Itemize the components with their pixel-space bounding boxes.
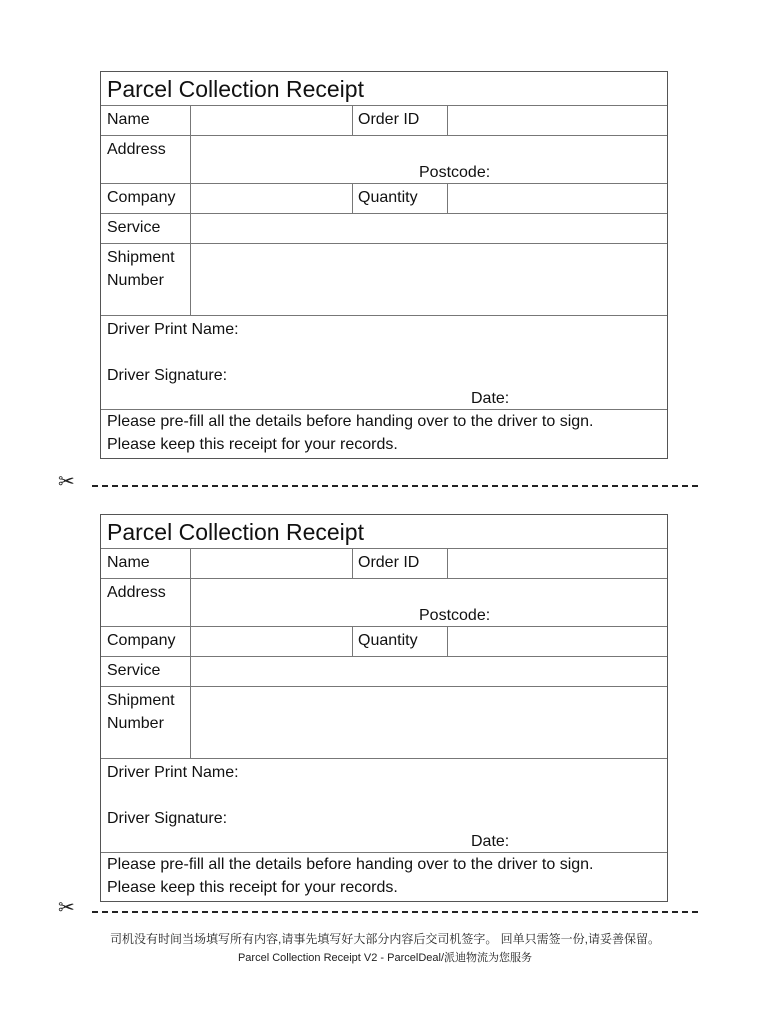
driver-row [101, 759, 667, 853]
name-order-row [101, 106, 667, 136]
notice-prefill: Please pre-fill all the details before handing over to the driver to sign. [107, 413, 594, 430]
notice-prefill: Please pre-fill all the details before handing over to the driver to sign. [107, 856, 594, 873]
quantity-label: Quantity [358, 632, 418, 649]
service-label: Service [107, 662, 161, 679]
company-quantity-row [101, 627, 667, 657]
receipt-form-copy [100, 514, 668, 902]
shipment-row [101, 687, 667, 759]
footer-version: Parcel Collection Receipt V2 - ParcelDeal/派迪物流为您服务 [237, 952, 533, 964]
date-label: Date: [471, 390, 510, 407]
address-label: Address [107, 584, 166, 601]
name-label: Name [107, 554, 150, 571]
shipment-label: Shipment [107, 692, 175, 709]
address-label: Address [107, 141, 166, 158]
driver-print-name-label: Driver Print Name: [107, 764, 239, 781]
address-row [101, 136, 667, 184]
notice-row [101, 853, 667, 901]
driver-signature-label: Driver Signature: [107, 810, 228, 827]
postcode-label: Postcode: [419, 164, 491, 181]
service-row [101, 214, 667, 244]
name-label: Name [107, 111, 150, 128]
shipment-label: Shipment [107, 249, 175, 266]
order-id-label: Order ID [358, 554, 420, 571]
receipt-form [100, 71, 668, 459]
receipt-title: Parcel Collection Receipt [101, 515, 667, 549]
scissors-icon: ✂ [58, 471, 75, 493]
cut-line [58, 897, 698, 922]
order-id-label: Order ID [358, 111, 420, 128]
receipt-title: Parcel Collection Receipt [101, 72, 667, 106]
company-label: Company [107, 632, 176, 649]
postcode-label: Postcode: [419, 607, 491, 624]
service-row [101, 657, 667, 687]
driver-print-name-label: Driver Print Name: [107, 321, 239, 338]
driver-signature-label: Driver Signature: [107, 367, 228, 384]
quantity-label: Quantity [358, 189, 418, 206]
notice-keep: Please keep this receipt for your records. [107, 436, 398, 453]
name-order-row [101, 549, 667, 579]
shipment-number-label: Number [107, 715, 164, 732]
company-quantity-row [101, 184, 667, 214]
footer-instruction: 司机没有时间当场填写所有内容,请事先填写好大部分内容后交司机签字。 回单只需签一份,请妥善保留。 [109, 932, 660, 946]
driver-row [101, 316, 667, 410]
date-label: Date: [471, 833, 510, 850]
cut-line [58, 471, 698, 496]
shipment-row [101, 244, 667, 316]
service-label: Service [107, 219, 161, 236]
scissors-icon: ✂ [58, 897, 75, 919]
company-label: Company [107, 189, 176, 206]
notice-keep: Please keep this receipt for your records. [107, 879, 398, 896]
address-row [101, 579, 667, 627]
shipment-number-label: Number [107, 272, 164, 289]
notice-row [101, 410, 667, 458]
